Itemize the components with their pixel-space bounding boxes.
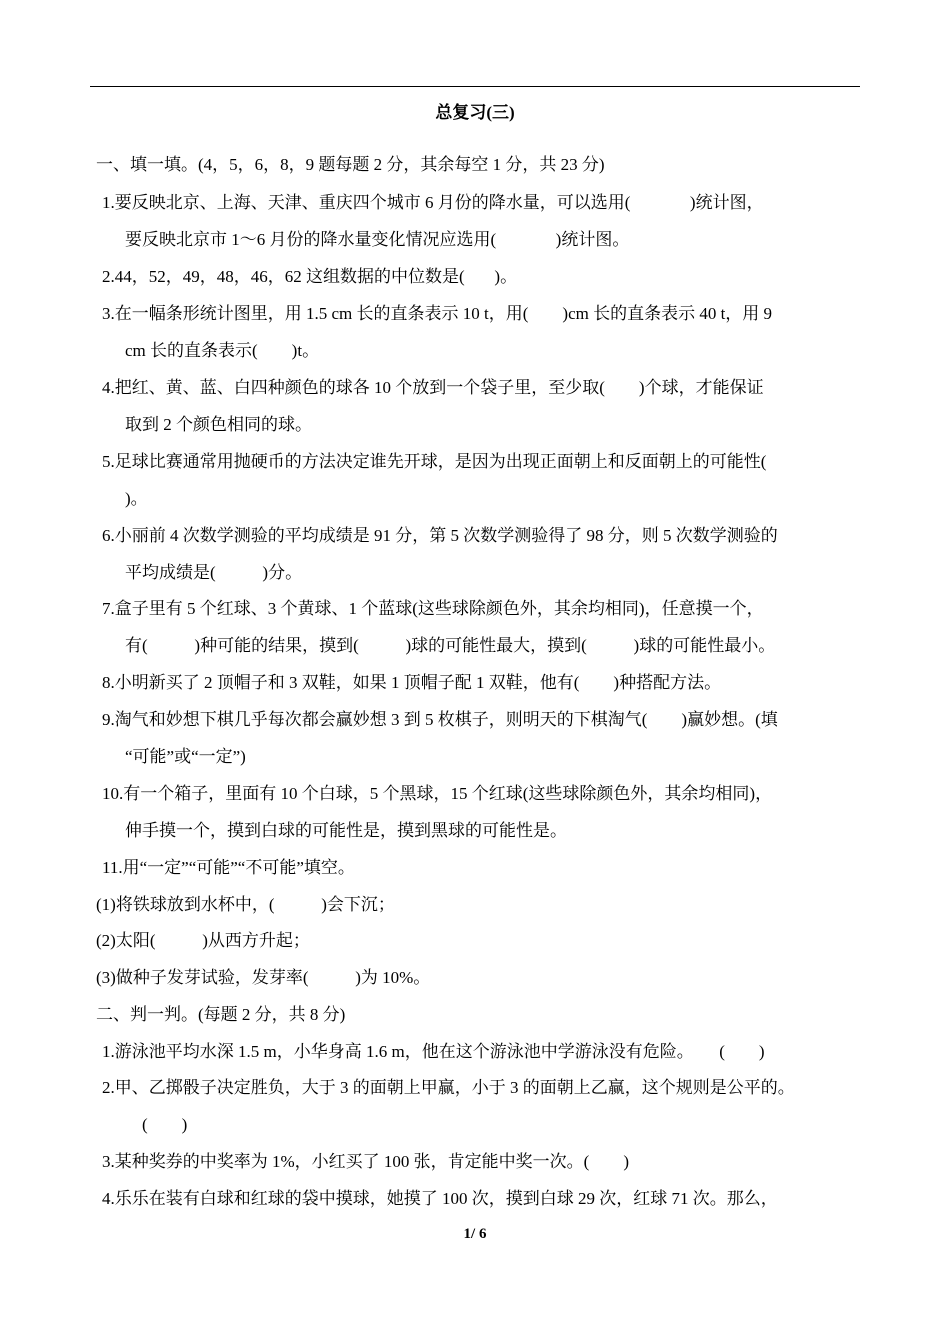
section2-heading: 二、判一判。(每题 2 分，共 8 分): [96, 1005, 346, 1024]
q10-line2: 伸手摸一个，摸到白球的可能性是，摸到黑球的可能性是。: [125, 821, 567, 840]
header-rule: [90, 86, 860, 87]
q3-line1: 3.在一幅条形统计图里，用 1.5 cm 长的直条表示 10 t，用( )cm 长的直条表示 40 t，用 9: [102, 304, 773, 323]
q10-line1: 10.有一个箱子，里面有 10 个白球，5 个黑球，15 个红球(这些球除颜色外，其余均相同)，: [102, 784, 773, 803]
q11-part3: (3)做种子发芽试验，发芽率( )为 10%。: [96, 968, 431, 987]
q11-part1: (1)将铁球放到水杯中，( )会下沉；: [96, 895, 395, 914]
j4: 4.乐乐在装有白球和红球的袋中摸球，她摸了 100 次，摸到白球 29 次，红球 71 次。那么，: [102, 1189, 778, 1208]
q9-line1: 9.淘气和妙想下棋几乎每次都会赢妙想 3 到 5 枚棋子，则明天的下棋淘气( )赢妙想。(填: [102, 710, 778, 729]
q1-line2: 要反映北京市 1～6 月份的降水量变化情况应选用( )统计图。: [125, 230, 630, 249]
j2-line1: 2.甲、乙掷骰子决定胜负，大于 3 的面朝上甲赢，小于 3 的面朝上乙赢，这个规则是公平的。: [102, 1078, 795, 1097]
q1-line1: 1.要反映北京、上海、天津、重庆四个城市 6 月份的降水量，可以选用( )统计图，: [102, 193, 764, 212]
page-number: 1/ 6: [463, 1226, 487, 1242]
q2: 2.44，52，49，48，46，62 这组数据的中位数是( )。: [102, 267, 518, 286]
q4-line1: 4.把红、黄、蓝、白四种颜色的球各 10 个放到一个袋子里，至少取( )个球，才能保证: [102, 378, 764, 397]
q8: 8.小明新买了 2 顶帽子和 3 双鞋，如果 1 顶帽子配 1 双鞋，他有( )种搭配方法。: [102, 673, 722, 692]
j1: 1.游泳池平均水深 1.5 m，小华身高 1.6 m，他在这个游泳池中学游泳没有危险。 ( ): [102, 1042, 765, 1061]
j3: 3.某种奖券的中奖率为 1%，小红买了 100 张，肯定能中奖一次。( ): [102, 1152, 629, 1171]
q9-line2: “可能”或“一定”): [125, 747, 246, 766]
q6-line2: 平均成绩是( )分。: [125, 563, 303, 582]
j2-line2: ( ): [142, 1115, 188, 1134]
q5-line2: )。: [125, 489, 148, 508]
q4-line2: 取到 2 个颜色相同的球。: [125, 415, 312, 434]
q5-line1: 5.足球比赛通常用抛硬币的方法决定谁先开球，是因为出现正面朝上和反面朝上的可能性(: [102, 452, 767, 471]
page-title: 总复习(三): [435, 103, 515, 122]
section1-heading: 一、填一填。(4，5，6，8，9 题每题 2 分，其余每空 1 分，共 23 分): [96, 155, 605, 174]
q3-line2: cm 长的直条表示( )t。: [125, 341, 320, 360]
q7-line1: 7.盒子里有 5 个红球、3 个黄球、1 个蓝球(这些球除颜色外，其余均相同)，任意摸一个，: [102, 599, 764, 618]
q11-part2: (2)太阳( )从西方升起；: [96, 931, 310, 950]
q6-line1: 6.小丽前 4 次数学测验的平均成绩是 91 分，第 5 次数学测验得了 98 分，则 5 次数学测验的: [102, 526, 778, 545]
q11: 11.用“一定”“可能”“不可能”填空。: [102, 858, 355, 877]
q7-line2: 有( )种可能的结果，摸到( )球的可能性最大，摸到( )球的可能性最小。: [125, 636, 776, 655]
